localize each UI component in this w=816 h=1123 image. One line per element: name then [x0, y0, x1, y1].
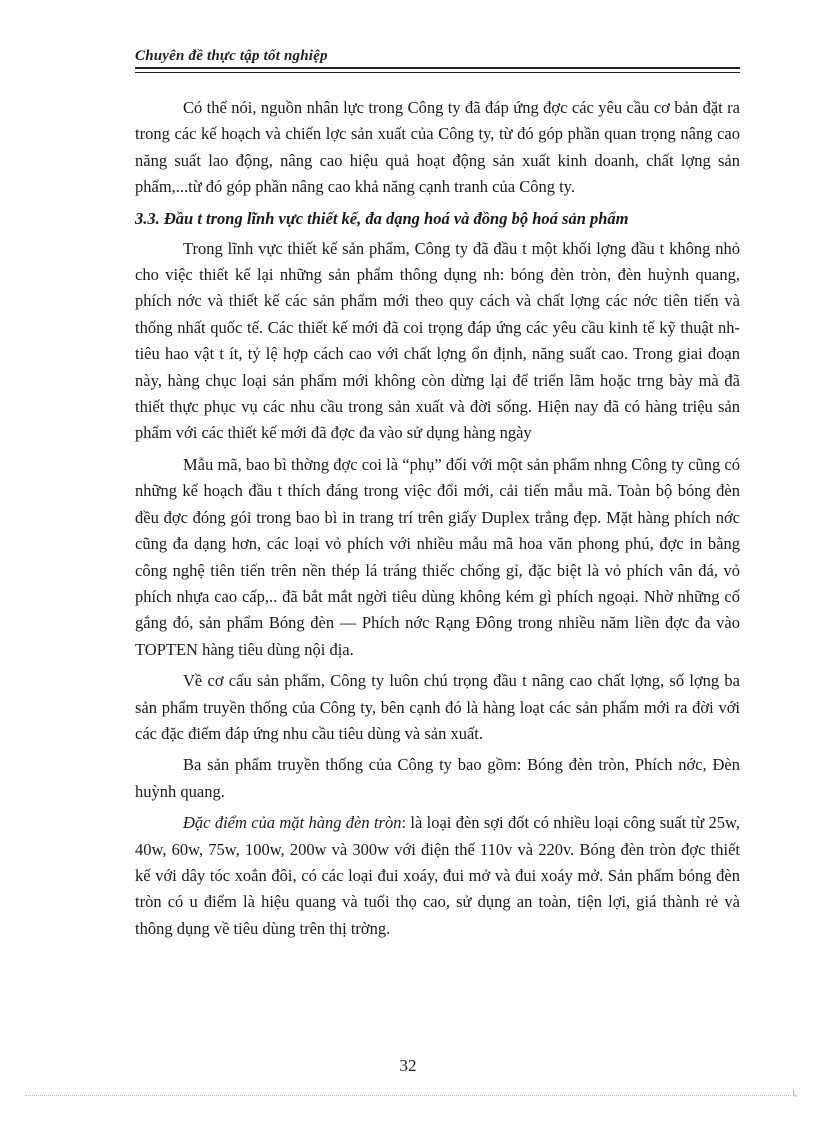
paragraph-5: Ba sản phẩm truyền thống của Công ty bao gồm: Bóng đèn tròn, Phích nớc, Đèn huỳnh quang. — [135, 755, 740, 801]
paragraph-6 — [135, 810, 740, 942]
paragraph-4: Về cơ cấu sản phẩm, Công ty luôn chú trọng đầu t nâng cao chất lợng, số lợng ba sản phẩm truyền thống của Công ty, bên cạnh đó là hàng loạt các sản phẩm mới ra đời với các đặc điểm đáp ứng nhu cầu tiêu dùng và sản xuất. — [135, 671, 740, 743]
corner-crop-mark: └ — [790, 1091, 798, 1102]
running-header: Chuyên đề thực tập tốt nghiệp — [135, 48, 328, 64]
paragraph-3: Mẫu mã, bao bì thờng đợc coi là “phụ” đối với một sản phẩm nhng Công ty cũng có những kế hoạch đầu t thích đáng trong việc đổi mới, cải tiến mẫu mã. Toàn bộ bóng đèn đều đợc đóng gói trong bao bì in trang trí trên giấy Duplex trắng đẹp. Mặt hàng phích nớc cũng đa dạng hơn, các loại vỏ phích với nhiều mẫu mã hoa văn phong phú, đợc in bằng công nghệ tiên tiến trên nền thép lá tráng thiếc chống gỉ, đặc biệt là vỏ phích vân đá, vỏ phích nhựa cao cấp,.. đã bắt mắt ngời tiêu dùng không kém gì phích ngoại. Nhờ những cố gắng đó, sản phẩm Bóng đèn — Phích nớc Rạng Đông trong nhiều năm liền đợc đa vào TOPTEN hàng tiêu dùng nội địa. — [135, 454, 740, 659]
body-text — [135, 95, 740, 947]
paragraph-1: Có thể nói, nguồn nhân lực trong Công ty đã đáp ứng đợc các yêu cầu cơ bản đặt ra trong các kế hoạch và chiến lợc sản xuất của Công ty, từ đó góp phần quan trọng nâng cao năng suất lao động, nâng cao hiệu quả hoạt động sản xuất kinh doanh, chất lợng sản phẩm,...từ đó góp phần nâng cao khả năng cạnh tranh của Công ty. — [135, 98, 740, 197]
section-heading: 3.3. Đầu t trong lĩnh vực thiết kế, đa dạng hoá và đồng bộ hoá sản phẩm — [135, 208, 629, 228]
paragraph-2: Trong lĩnh vực thiết kế sản phẩm, Công ty đã đầu t một khối lợng đầu t không nhỏ cho việc thiết kế lại những sản phẩm thông dụng nh: bóng đèn tròn, đèn huỳnh quang, phích nớc và thiết kế các sản phẩm mới theo quy cách và chất lợng các nớc tiên tiến và thống nhất quốc tế. Các thiết kế mới đã coi trọng đáp ứng các yêu cầu kinh tế kỹ thuật nh tiêu hao vật t ít, tỷ lệ hợp cách cao với chất lợng ổn định, năng suất cao. Trong giai đoạn này, hàng chục loại sản phẩm mới không còn dừng lại để triển lãm hoặc trng bày mà đã thiết thực phục vụ các nhu cầu trong sản xuất và đời sống. Hiện nay đã có hàng triệu sản phẩm với các thiết kế mới đã đợc đa vào sử dụng hàng ngày — [135, 238, 740, 443]
page-bottom-dotted-rule — [25, 1095, 791, 1096]
page-number: 32 — [399, 1056, 417, 1075]
paragraph-6-body: : là loại đèn sợi đốt có nhiều loại công suất từ 25w, 40w, 60w, 75w, 100w, 200w và 300w với điện thế 110v và 220v. Bóng đèn tròn đợc thiết kế với dây tóc xoắn đôi, có các loại đui xoáy, đui mở và đui xoáy mở. Sản phẩm bóng đèn tròn có u điểm là hiệu quang và tuổi thọ cao, sử dụng an toàn, tiện lợi, giá thành rẻ và thông dụng về tiêu dùng trên thị trờng. — [135, 813, 740, 938]
paragraph-6-lead: Đặc điểm của mặt hàng đèn tròn — [183, 813, 402, 833]
header-rule-thick — [135, 67, 740, 69]
header-rule-thin — [135, 72, 740, 73]
